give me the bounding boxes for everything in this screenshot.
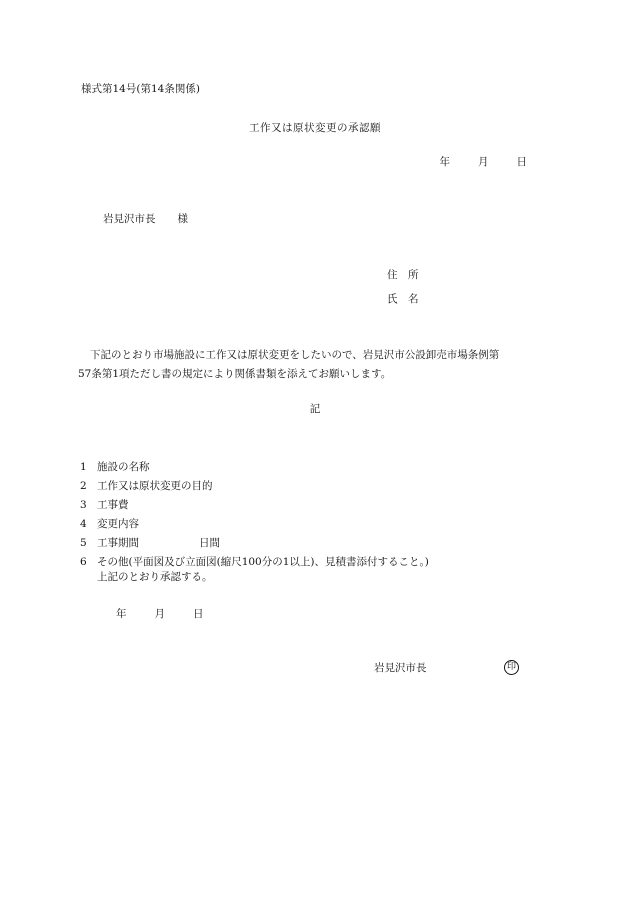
request-body — [78, 346, 578, 384]
item-number: 1 — [80, 461, 87, 473]
form-number: 様式第14号(第14条関係) — [81, 83, 200, 95]
request-body-line-2: 57条第1項ただし書の規定により関係書類を添えてお願いします。 — [78, 368, 392, 380]
approval-statement: 上記のとおり承認する。 — [97, 571, 213, 583]
item-number: 4 — [80, 518, 87, 530]
list-item — [80, 534, 429, 553]
applicant-address-label: 住 所 — [387, 269, 419, 281]
applicant-name-label: 氏 名 — [387, 293, 419, 305]
list-item — [80, 477, 429, 496]
item-label: 工作又は原状変更の目的 — [97, 480, 213, 492]
item-label: 工事期間 — [97, 537, 139, 549]
list-item — [80, 515, 429, 534]
approver-name: 岩見沢市長 — [374, 662, 427, 674]
approval-date — [116, 607, 204, 621]
request-body-line-1: 下記のとおり市場施設に工作又は原状変更をしたいので、岩見沢市公設卸売市場条例第 — [90, 349, 500, 361]
item-number: 3 — [80, 499, 87, 511]
item-list — [80, 458, 429, 572]
date-month-label: 月 — [478, 156, 489, 168]
item-days-label: 日間 — [199, 537, 220, 549]
item-label: 施設の名称 — [97, 461, 150, 473]
item-number: 6 — [80, 556, 87, 568]
list-item — [80, 496, 429, 515]
item-label: 変更内容 — [97, 518, 139, 530]
approval-day-label: 日 — [193, 608, 204, 620]
seal-mark: 印 — [504, 660, 519, 675]
item-number: 2 — [80, 480, 87, 492]
approval-month-label: 月 — [154, 608, 165, 620]
list-item — [80, 458, 429, 477]
addressee-honorific: 様 — [177, 213, 188, 225]
item-label: 工事費 — [97, 499, 129, 511]
item-number: 5 — [80, 537, 87, 549]
approval-year-label: 年 — [116, 608, 127, 620]
item-label: その他(平面図及び立面図(縮尺100分の1以上)、見積書添付すること。) — [97, 556, 429, 568]
date-year-label: 年 — [439, 156, 450, 168]
application-date — [440, 155, 528, 169]
addressee — [103, 212, 188, 226]
addressee-name: 岩見沢市長 — [103, 213, 156, 225]
ki-heading: 記 — [309, 403, 321, 415]
document-title: 工作又は原状変更の承認願 — [249, 122, 381, 134]
date-day-label: 日 — [516, 156, 527, 168]
